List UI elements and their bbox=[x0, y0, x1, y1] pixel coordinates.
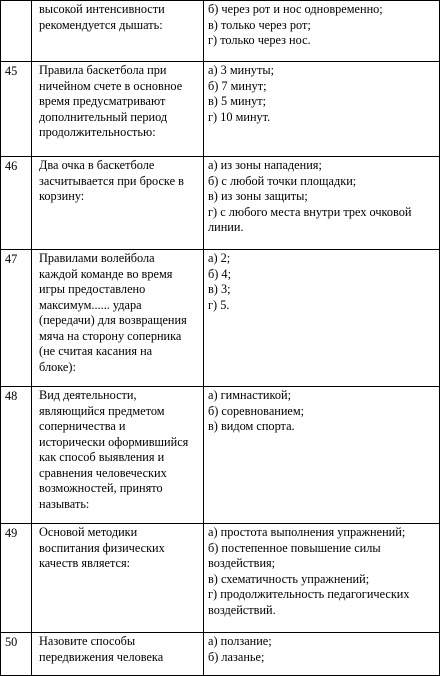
table-row bbox=[1, 633, 440, 676]
table-row bbox=[1, 524, 440, 633]
question-number: 49 bbox=[1, 524, 32, 633]
question-line: мяча на сторону соперника bbox=[39, 328, 182, 343]
answer-options bbox=[204, 633, 440, 676]
table-row bbox=[1, 157, 440, 250]
question-line: Правилами волейбола bbox=[39, 251, 155, 265]
question-line: возможностей, принято bbox=[39, 481, 163, 495]
answer-option: б) 4; bbox=[208, 266, 231, 281]
answer-option: г) 10 минут. bbox=[208, 109, 271, 124]
answer-options bbox=[204, 157, 440, 250]
answer-option: линии. bbox=[208, 220, 244, 234]
answer-option: воздействия; bbox=[208, 556, 276, 570]
answer-option: воздействий. bbox=[208, 602, 276, 617]
table-row bbox=[1, 1, 440, 62]
question-number: 48 bbox=[1, 387, 32, 524]
question-text bbox=[32, 157, 204, 250]
question-line: продолжительностью: bbox=[39, 125, 156, 139]
table-row bbox=[1, 62, 440, 157]
answer-options bbox=[204, 387, 440, 524]
question-line: высокой интенсивности bbox=[39, 2, 165, 16]
answer-option: а) 3 минуты; bbox=[208, 63, 274, 77]
question-line: как способ выявления и bbox=[39, 450, 165, 464]
question-line: блоке): bbox=[39, 359, 76, 374]
question-line: дополнительный период bbox=[39, 109, 168, 124]
answer-option: в) видом спорта. bbox=[208, 419, 295, 433]
question-text bbox=[32, 1, 204, 62]
question-line: соперничества и bbox=[39, 419, 126, 433]
question-line: Правила баскетбола при bbox=[39, 63, 167, 77]
answer-option: б) 7 минут; bbox=[208, 78, 267, 93]
question-line: исторически оформившийся bbox=[39, 434, 189, 449]
question-line: (не считая касания на bbox=[39, 344, 153, 358]
answer-option: г) только через нос. bbox=[208, 33, 311, 47]
answer-option: а) гимнастикой; bbox=[208, 388, 291, 402]
question-line: называть: bbox=[39, 496, 90, 511]
answer-option: в) схематичность упражнений; bbox=[208, 571, 370, 586]
answer-option: а) ползание; bbox=[208, 634, 272, 648]
answer-option: б) через рот и нос одновременно; bbox=[208, 2, 383, 16]
question-line: сравнения человеческих bbox=[39, 465, 167, 480]
question-text bbox=[32, 62, 204, 157]
answer-option: а) 2; bbox=[208, 251, 231, 265]
answer-options bbox=[204, 250, 440, 387]
answer-option: в) из зоны защиты; bbox=[208, 189, 308, 203]
question-number bbox=[1, 1, 32, 62]
question-line: Назовите способы bbox=[39, 634, 136, 648]
question-line: Вид деятельности, bbox=[39, 388, 137, 402]
answer-options bbox=[204, 1, 440, 62]
question-number: 50 bbox=[1, 633, 32, 676]
question-line: максимум...... удара bbox=[39, 297, 142, 312]
question-text bbox=[32, 387, 204, 524]
table-row bbox=[1, 250, 440, 387]
answer-option: а) простота выполнения упражнений; bbox=[208, 525, 406, 539]
answer-option: в) только через рот; bbox=[208, 17, 311, 32]
answer-option: в) 3; bbox=[208, 282, 231, 296]
question-line: Два очка в баскетболе bbox=[39, 158, 155, 172]
question-line: Основой методики bbox=[39, 525, 138, 539]
question-line: игры предоставлено bbox=[39, 282, 146, 296]
question-text bbox=[32, 524, 204, 633]
question-text bbox=[32, 633, 204, 676]
question-line: (передачи) для возвращения bbox=[39, 313, 187, 327]
question-line: рекомендуется дышать: bbox=[39, 17, 163, 32]
answer-option: г) с любого места внутри трех очковой bbox=[208, 204, 412, 219]
answer-option: б) постепенное повышение силы bbox=[208, 540, 381, 555]
answer-option: в) 5 минут; bbox=[208, 94, 267, 108]
question-line: время предусматривают bbox=[39, 94, 166, 108]
question-line: качеств является: bbox=[39, 556, 131, 570]
question-line: засчитывается при броске в bbox=[39, 173, 184, 188]
question-line: являющийся предметом bbox=[39, 403, 165, 418]
answer-option: б) лазанье; bbox=[208, 649, 265, 664]
table-row bbox=[1, 387, 440, 524]
question-line: ничейном счете в основное bbox=[39, 78, 183, 93]
question-number: 47 bbox=[1, 250, 32, 387]
answer-options bbox=[204, 524, 440, 633]
question-line: каждой команде во время bbox=[39, 266, 173, 281]
question-line: воспитания физических bbox=[39, 540, 165, 555]
question-text bbox=[32, 250, 204, 387]
question-line: передвижения человека bbox=[39, 649, 164, 664]
question-number: 45 bbox=[1, 62, 32, 157]
answer-options bbox=[204, 62, 440, 157]
answer-option: г) продолжительность педагогических bbox=[208, 587, 410, 601]
answer-option: б) соревнованием; bbox=[208, 403, 305, 418]
answer-option: б) с любой точки площадки; bbox=[208, 173, 357, 188]
answer-option: г) 5. bbox=[208, 297, 230, 312]
question-line: корзину: bbox=[39, 189, 85, 203]
answer-option: а) из зоны нападения; bbox=[208, 158, 322, 172]
question-number: 46 bbox=[1, 157, 32, 250]
